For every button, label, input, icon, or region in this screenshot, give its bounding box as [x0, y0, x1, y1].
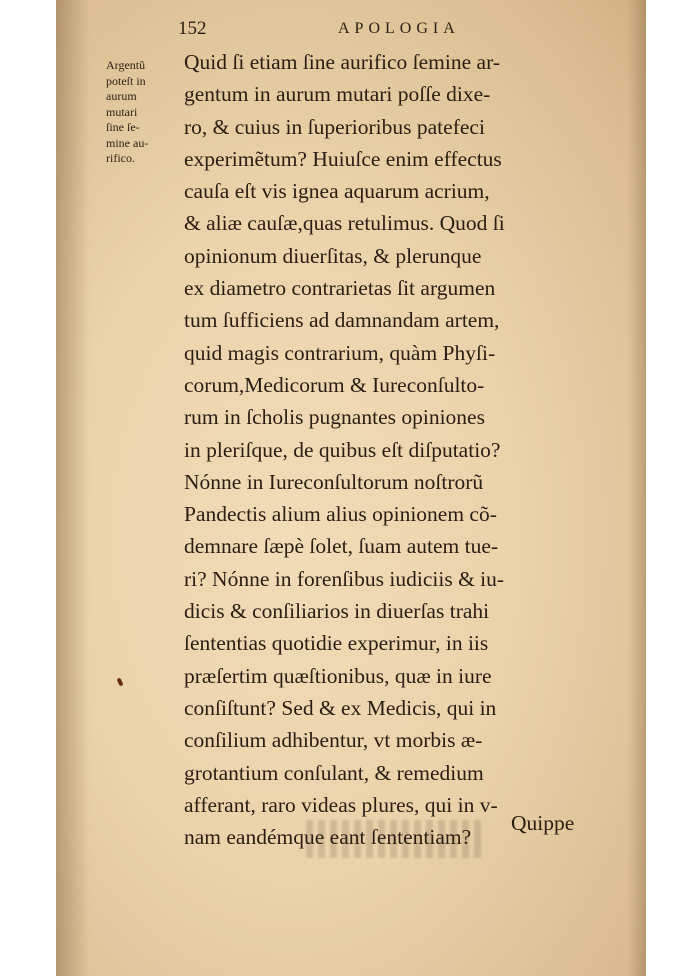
text-line: in pleriſque, de quibus eſt diſputatio? — [184, 437, 501, 462]
text-line: præſertim quæſtionibus, quæ in iure — [184, 663, 492, 688]
page-header — [178, 18, 578, 42]
text-line: Pandectis alium alius opinionem cõ- — [184, 502, 497, 527]
text-line: afferant, raro videas plures, qui in v- — [184, 792, 498, 817]
text-line: demnare ſæpè ſolet, ſuam autem tue- — [184, 534, 499, 559]
text-line: experimẽtum? Huiuſce enim effectus — [184, 146, 502, 171]
text-line: conſiſtunt? Sed & ex Medicis, qui in — [184, 695, 497, 720]
text-line: cauſa eſt vis ignea aquarum acrium, — [184, 179, 490, 204]
margin-note-line: mutari — [106, 104, 138, 119]
page-number: 152 — [178, 18, 207, 39]
text-line: rum in ſcholis pugnantes opiniones — [184, 405, 485, 430]
margin-note-line: ſine ſe- — [106, 120, 140, 134]
catchword: Quippe — [511, 811, 575, 835]
scanned-page — [56, 0, 646, 976]
text-line: dicis & conſiliarios in diuerſas trahi — [184, 599, 490, 624]
text-line: opinionum diuerſitas, & plerunque — [184, 243, 482, 268]
text-line: & aliæ cauſæ,quas retulimus. Quod ſi — [184, 211, 505, 236]
text-line: ri? Nónne in forenſibus iudiciis & iu- — [184, 566, 505, 591]
margin-note-line: aurum — [106, 89, 137, 103]
text-line: Quid ſi etiam ſine aurifico ſemine ar- — [184, 50, 500, 74]
text-line: ſententias quotidie experimur, in iis — [184, 631, 489, 656]
body-text — [184, 46, 624, 853]
margin-note-line: rifico. — [106, 151, 135, 165]
margin-note-line: Argentũ — [106, 58, 146, 72]
text-line: tum ſufficiens ad damnandam artem, — [184, 308, 500, 333]
margin-note-line: mine au- — [106, 135, 149, 150]
text-line: quid magis contrarium, quàm Phyſi- — [184, 340, 496, 365]
text-line: nam eandémque eant ſententiam? — [184, 825, 472, 850]
text-line: ex diametro contrarietas ſit argumen — [184, 276, 496, 301]
running-title: APOLOGIA — [338, 20, 460, 37]
text-line: Nónne in Iureconſultorum noſtrorũ — [184, 469, 484, 494]
text-line: grotantium conſulant, & remedium — [184, 760, 484, 785]
marginal-note — [106, 58, 176, 167]
margin-note-line: poteſt in — [106, 73, 146, 88]
book-page — [56, 0, 646, 976]
text-line: gentum in aurum mutari poſſe dixe- — [184, 82, 491, 107]
text-line: ro, & cuius in ſuperioribus patefeci — [184, 114, 485, 139]
text-line: corum,Medicorum & Iureconſulto- — [184, 372, 485, 397]
text-line: conſilium adhibentur, vt morbis æ- — [184, 728, 483, 753]
